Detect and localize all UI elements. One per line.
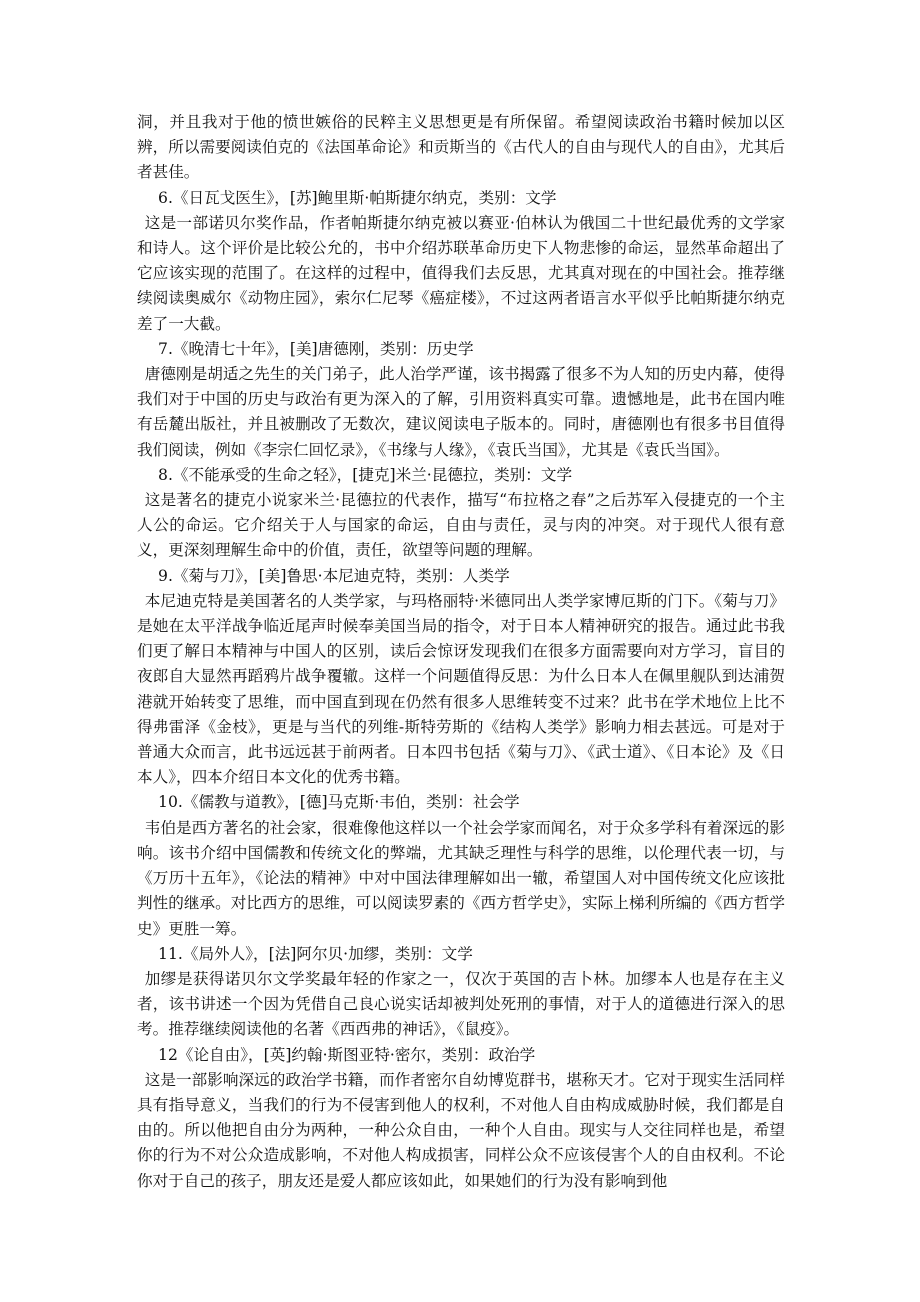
book-review-8: 这是著名的捷克小说家米兰·昆德拉的代表作，描写“布拉格之春”之后苏军入侵捷克的一个主人公的命运。它介绍关于人与国家的命运，自由与责任，灵与肉的冲突。对于现代人很有意义，更深刻理解生命中的价值，责任，欲望等问题的理解。 bbox=[137, 491, 785, 560]
book-heading-9: 9.《菊与刀》，[美]鲁思·本尼迪克特，类别：人类学 bbox=[158, 566, 510, 585]
book-heading-8: 8.《不能承受的生命之轻》，[捷克]米兰·昆德拉，类别：文学 bbox=[158, 465, 573, 484]
book-heading-7: 7.《晚清七十年》，[美]唐德刚，类别：历史学 bbox=[158, 339, 474, 358]
book-review-9: 本尼迪克特是美国著名的人类学家，与玛格丽特·米德同出人类学家博厄斯的门下。《菊与刀》是她在太平洋战争临近尾声时候奉美国当局的指令，对于日本人精神研究的报告。通过此书我们更了解日本精神与中国人的区别，读后会惊讶发现我们在很多方面需要向对方学习，盲目的夜郎自大显然再蹈鸦片战争覆辙。这样一个问题值得反思：为什么日本人在佩里舰队到达浦贺港就开始转变了思维，而中国直到现在仍然有很多人思维转变不过来？此书在学术地位上比不得弗雷泽《金枝》，更是与当代的列维-斯特劳斯的《结构人类学》影响力相去甚远。可是对于普通大众而言，此书远远甚于前两者。日本四书包括《菊与刀》、《武士道》、《日本论》及《日本人》，四本介绍日本文化的优秀书籍。 bbox=[137, 591, 785, 787]
book-heading-6: 6.《日瓦戈医生》，[苏]鲍里斯·帕斯捷尔纳克，类别：文学 bbox=[158, 188, 557, 207]
book-heading-10: 10.《儒教与道教》，[德]马克斯·韦伯，类别：社会学 bbox=[158, 793, 520, 812]
book-heading-12: 12《论自由》，[英]约翰·斯图亚特·密尔，类别：政治学 bbox=[158, 1045, 536, 1064]
book-review-12: 这是一部影响深远的政治学书籍，而作者密尔自幼博览群书，堪称天才。它对于现实生活同样具有指导意义，当我们的行为不侵害到他人的权利，不对他人自由构成威胁时候，我们都是自由的。所以他把自由分为两种，一种公众自由，一种个人自由。现实与人交往同样也是，希望你的行为不对公众造成影响，不对他人构成损害，同样公众不应该侵害个人的自由权利。不论你对于自己的孩子，朋友还是爱人都应该如此，如果她们的行为没有影响到他 bbox=[137, 1070, 785, 1190]
document-page bbox=[137, 110, 785, 1194]
book-heading-11: 11.《局外人》，[法]阿尔贝·加缪，类别：文学 bbox=[158, 944, 473, 963]
paragraph-continuation: 洞，并且我对于他的愤世嫉俗的民粹主义思想更是有所保留。希望阅读政治书籍时候加以区辨，所以需要阅读伯克的《法国革命论》和贡斯当的《古代人的自由与现代人的自由》，尤其后者甚佳。 bbox=[137, 113, 785, 182]
book-review-6: 这是一部诺贝尔奖作品，作者帕斯捷尔纳克被以赛亚·伯林认为俄国二十世纪最优秀的文学家和诗人。这个评价是比较公允的，书中介绍苏联革命历史下人物悲惨的命运，显然革命超出了它应该实现的范围了。在这样的过程中，值得我们去反思，尤其真对现在的中国社会。推荐继续阅读奥威尔《动物庄园》，索尔仁尼琴《癌症楼》，不过这两者语言水平似乎比帕斯捷尔纳克差了一大截。 bbox=[137, 213, 785, 333]
book-review-7: 唐德刚是胡适之先生的关门弟子，此人治学严谨，该书揭露了很多不为人知的历史内幕，使得我们对于中国的历史与政治有更为深入的了解，引用资料真实可靠。遗憾地是，此书在国内唯有岳麓出版社，并且被删改了无数次，建议阅读电子版本的。同时，唐德刚也有很多书目值得我们阅读，例如《李宗仁回忆录》，《书缘与人缘》，《袁氏当国》，尤其是《袁氏当国》。 bbox=[137, 365, 785, 459]
book-review-10: 韦伯是西方著名的社会家，很难像他这样以一个社会学家而闻名，对于众多学科有着深远的影响。该书介绍中国儒教和传统文化的弊端，尤其缺乏理性与科学的思维，以伦理代表一切，与《万历十五年》，《论法的精神》中对中国法律理解如出一辙，希望国人对中国传统文化应该批判性的继承。对比西方的思维，可以阅读罗素的《西方哲学史》，实际上梯利所编的《西方哲学史》更胜一筹。 bbox=[137, 818, 785, 938]
book-review-11: 加缪是获得诺贝尔文学奖最年轻的作家之一，仅次于英国的吉卜林。加缪本人也是存在主义者，该书讲述一个因为凭借自己良心说实话却被判处死刑的事情，对于人的道德进行深入的思考。推荐继续阅读他的名著《西西弗的神话》，《鼠疫》。 bbox=[137, 969, 785, 1039]
